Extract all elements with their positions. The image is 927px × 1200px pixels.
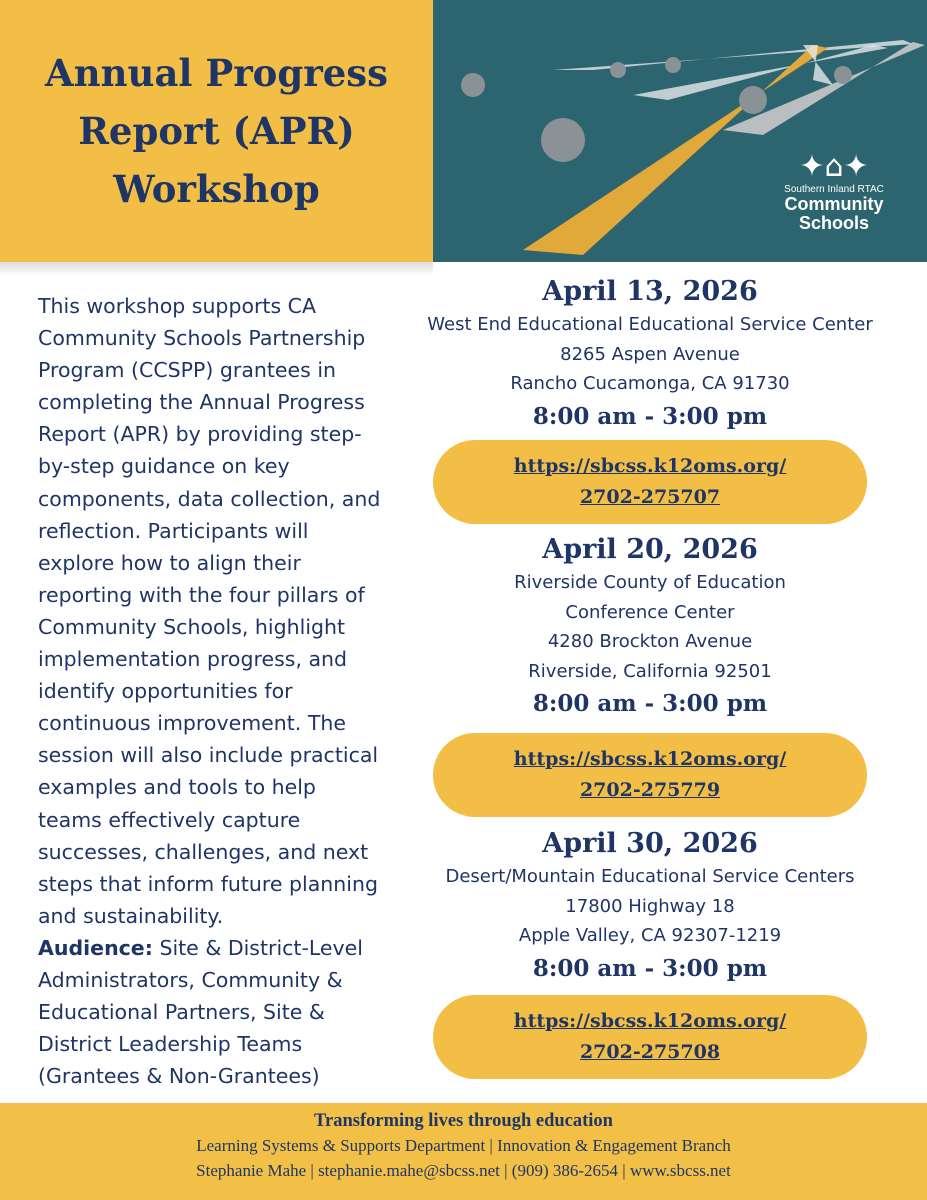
header-shadow <box>0 262 433 276</box>
link-text: 2702-275779 <box>579 779 721 801</box>
event-address-line: Conference Center <box>565 601 735 623</box>
event-address-line: 8265 Aspen Avenue <box>560 343 740 365</box>
event-address-line: Riverside County of Education <box>514 572 786 593</box>
event-april-13 <box>400 274 900 435</box>
family-house-icon: ✦⌂✦ <box>799 149 869 184</box>
event-date: April 20, 2026 <box>542 534 758 565</box>
event-april-20 <box>400 532 900 722</box>
event-address-line: 17800 Highway 18 <box>565 895 735 917</box>
logo-name: Community <box>784 194 884 214</box>
event-address-line: Apple Valley, CA 92307-1219 <box>518 925 782 946</box>
register-link-april-20[interactable] <box>433 733 867 817</box>
register-link-april-13[interactable] <box>433 440 867 524</box>
link-text: https://sbcss.k12oms.org/ <box>513 748 787 770</box>
event-address-line: Desert/Mountain Educational Service Centers <box>445 866 855 887</box>
footer-contact: Stephanie Mahe | stephanie.mahe@sbcss.net | (909) 386-2654 | www.sbcss.net <box>196 1161 731 1180</box>
link-text: https://sbcss.k12oms.org/ <box>513 1010 787 1032</box>
footer-department: Learning Systems & Supports Department | Innovation & Engagement Branch <box>196 1136 731 1155</box>
event-date: April 30, 2026 <box>542 828 758 859</box>
event-address-line: Riverside, California 92501 <box>528 660 772 682</box>
event-address-line: West End Educational Educational Service Center <box>427 314 873 335</box>
register-link-april-30[interactable] <box>433 995 867 1079</box>
event-time: 8:00 am - 3:00 pm <box>532 690 768 717</box>
link-text: 2702-275708 <box>579 1041 721 1063</box>
workshop-description <box>38 290 383 1092</box>
event-april-30 <box>400 826 900 987</box>
footer <box>0 1103 927 1200</box>
title-line: Workshop <box>113 167 320 211</box>
link-text: 2702-275707 <box>579 486 721 508</box>
page-title <box>17 44 417 218</box>
event-address-line: Rancho Cucamonga, CA 91730 <box>510 373 790 394</box>
audience-text: Site & District-Level Administrators, Community & Educational Partners, Site & District Leadership Teams (Grantees & Non-Grantees) <box>38 935 363 1089</box>
logo-subtitle: Southern Inland RTAC <box>784 184 884 195</box>
event-time: 8:00 am - 3:00 pm <box>532 954 768 982</box>
event-date: April 13, 2026 <box>542 276 758 307</box>
description-text: This workshop supports CA Community Schools Partnership Program (CCSPP) grantees in completing the Annual Progress Report (APR) by providing step-by-step guidance on key components, data collection, and reflection. Participants will explore how to align their reporting with the four pillars of Community Schools, highlight implementation progress, and identify opportunities for continuous improvement. The session will also include practical examples and tools to help teams effectively capture successes, challenges, and next steps that inform future planning and sustainability. <box>38 294 381 928</box>
link-text: https://sbcss.k12oms.org/ <box>513 455 787 477</box>
title-line: Annual Progress <box>45 51 388 95</box>
event-address-line: 4280 Brockton Avenue <box>547 631 753 652</box>
community-schools-logo <box>769 150 899 233</box>
logo-name: Schools <box>798 213 869 233</box>
footer-tagline: Transforming lives through education <box>314 1111 613 1131</box>
header-title-panel <box>0 0 433 262</box>
event-time: 8:00 am - 3:00 pm <box>532 402 768 430</box>
header-image <box>433 0 927 262</box>
audience-label: Audience: <box>38 935 153 960</box>
title-line: Report (APR) <box>78 109 355 153</box>
